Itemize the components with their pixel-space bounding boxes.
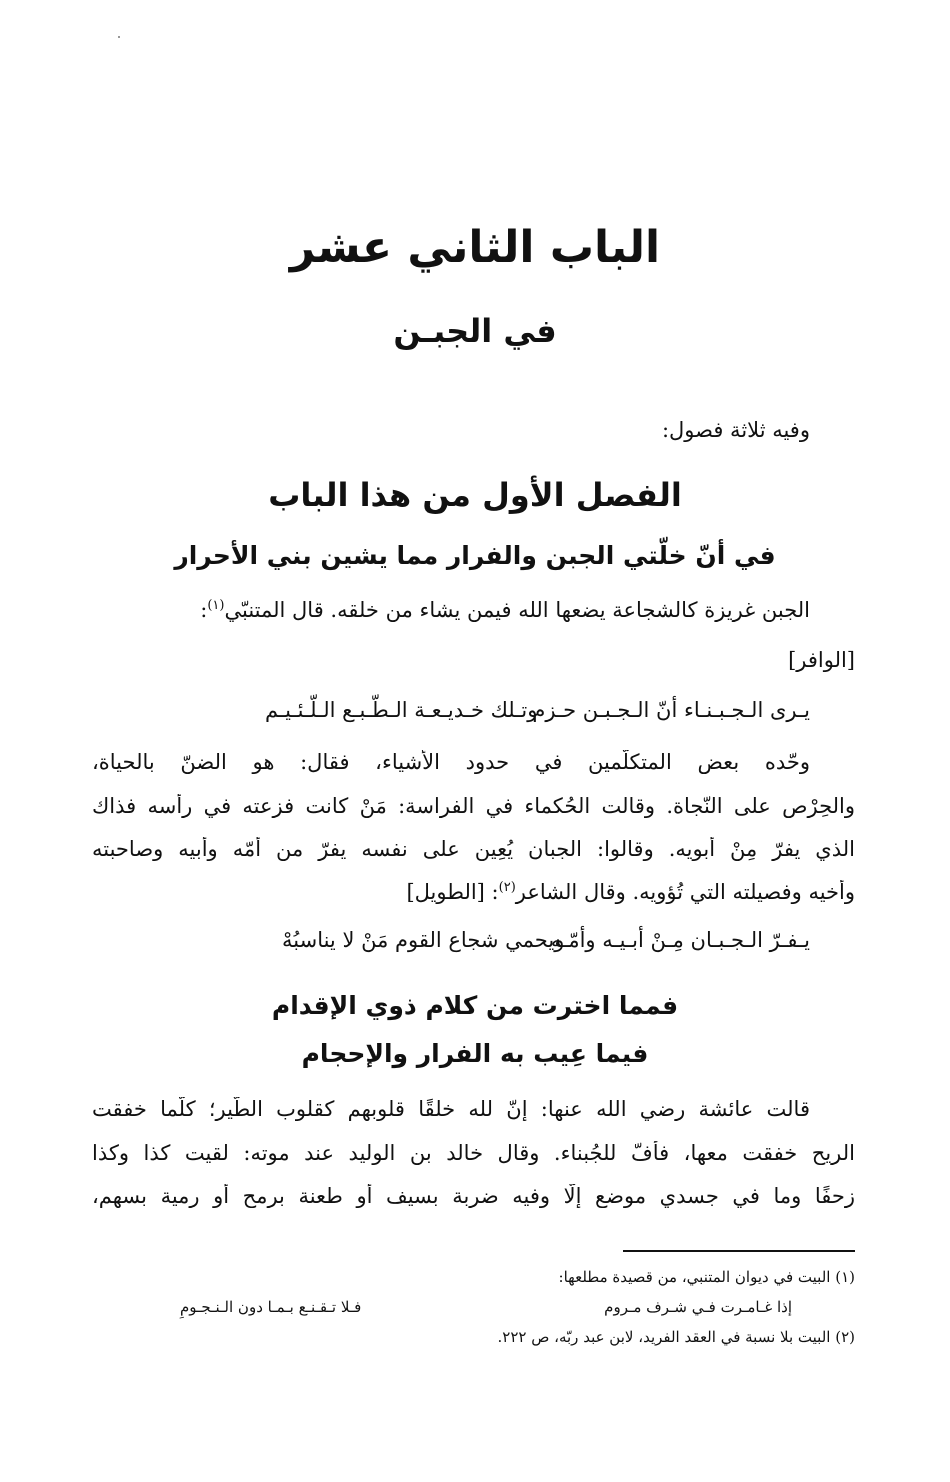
scan-speck — [118, 36, 120, 38]
paragraph-line: زحفًا وما في جسدي موضع إلّا وفيه ضربة بسيف أو طعنة برمح أو رمية بسهم، — [92, 1184, 855, 1208]
paragraph-text: : — [200, 598, 208, 622]
paragraph-line: وحّده بعض المتكلّمين في حدود الأشياء، فقال: هو الضنّ بالحياة، — [92, 750, 810, 774]
paragraph-line — [92, 880, 855, 904]
footnote-ref-1: (١) — [207, 598, 225, 613]
meter-label: [الوافر] — [788, 648, 855, 672]
paragraph-line: الذي يفرّ مِنْ أبويه. وقالوا: الجبان يُعِين على نفسه يفرّ من أمّه وأبيه وصاحبته — [92, 837, 855, 861]
footnote-verse-first: إذا غـامـرت فـي شـرف مـروم — [604, 1298, 792, 1316]
verse-second-hemistich: ويحمي شجاع القوم مَنْ لا يناسبُهْ — [282, 928, 565, 952]
footnote-number: (١) — [835, 1268, 855, 1286]
intro-line: وفيه ثلاثة فصول: — [661, 418, 810, 442]
footnote-1 — [559, 1268, 855, 1286]
paragraph-line: قالت عائشة رضي الله عنها: إنّ لله خلقًا قلوبهم كقلوب الطّير؛ كلّما خفقت — [92, 1097, 810, 1121]
paragraph-text: الجبن غريزة كالشجاعة يضعها الله فيمن يشاء من خلقه. قال المتنبّي — [224, 598, 810, 622]
paragraph-text: : [الطويل] — [406, 880, 499, 904]
topic-heading-line2: فيما عِيب به الفرار والإحجام — [301, 1039, 649, 1068]
chapter-subtitle: في الجبـن — [393, 312, 557, 350]
footnote-separator — [623, 1250, 855, 1252]
footnote-2 — [498, 1328, 856, 1346]
verse-first-hemistich: يـرى الـجـبـنـاء أنّ الـجـبـن حـزم — [532, 698, 810, 722]
paragraph-text: وأخيه وفصيلته التي تُؤويه. وقال الشاعر — [515, 880, 855, 904]
paragraph-line — [92, 598, 810, 622]
verse-second-hemistich: وتـلك خـديـعـة الـطّـبـع الـلّـئـيـم — [265, 698, 538, 722]
footnote-text: البيت بلا نسبة في العقد الفريد، لابن عبد ربّه، ص ٢٢٢. — [497, 1328, 831, 1346]
section-title: الفصل الأول من هذا الباب — [268, 476, 682, 514]
topic-heading-line1: فمما اخترت من كلام ذوي الإقدام — [271, 991, 679, 1020]
verse-first-hemistich: يـفـرّ الـجـبـان مِـنْ أبـيـه وأمّـه — [550, 928, 810, 952]
footnote-number: (٢) — [835, 1328, 855, 1346]
section-subtitle: في أنّ خلّتي الجبن والفرار مما يشين بني الأحرار — [174, 541, 776, 570]
footnote-ref-2: (٢) — [498, 880, 516, 895]
footnote-text: البيت في ديوان المتنبي، من قصيدة مطلعها: — [558, 1268, 831, 1286]
chapter-title: الباب الثاني عشر — [289, 222, 661, 273]
paragraph-line: الريح خفقت معها، فأُفّ للجُبناء. وقال خالد بن الوليد عند موته: لقيت كذا وكذا — [92, 1141, 855, 1165]
paragraph-line: والحِرْص على النّجاة. وقالت الحُكماء في الفراسة: مَنْ كانت فزعته في رأسه فذاك — [92, 794, 855, 818]
footnote-verse-second: فـلا تـقـنـع بـمـا دون الـنـجـومِ — [180, 1298, 362, 1316]
